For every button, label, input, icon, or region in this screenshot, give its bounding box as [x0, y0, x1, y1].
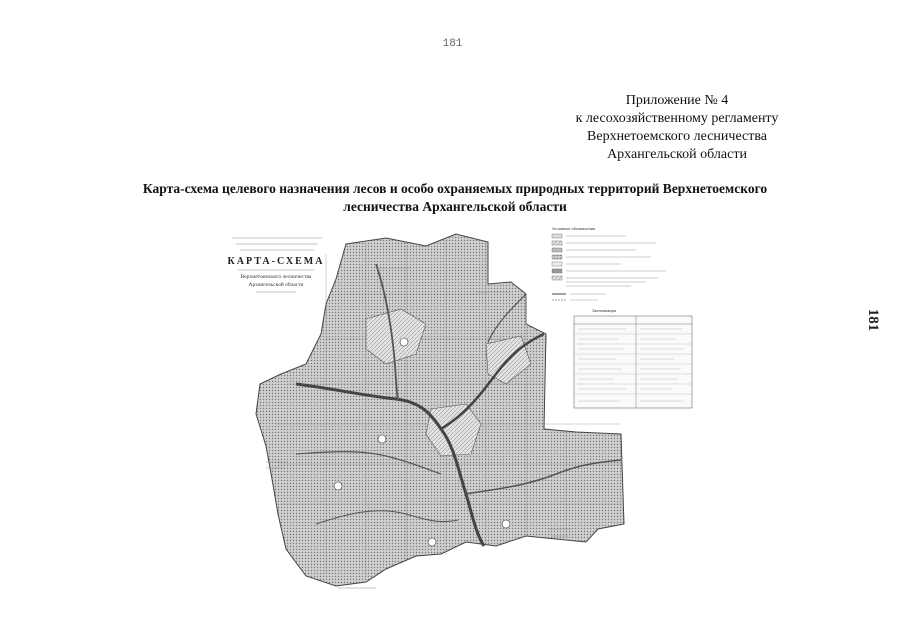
map-legend [552, 226, 666, 300]
appendix-line-4: Архангельской области [607, 147, 747, 162]
title-line-1: Карта-схема целевого назначения лесов и особо охраняемых природных территорий Верхнетоемского [142, 181, 768, 196]
appendix-line-1: Приложение № 4 [625, 93, 729, 108]
legend-title: Условные обозначения [552, 226, 596, 231]
explication-table [574, 308, 692, 408]
map-heading: КАРТА-СХЕМА [227, 256, 325, 267]
map-region: Архангельской области [248, 282, 304, 288]
title-line-2: лесничества Архангельской области [343, 199, 567, 214]
appendix-heading [547, 92, 807, 164]
appendix-line-2: к лесохозяйственному регламенту [575, 111, 779, 126]
appendix-line-3: Верхнетоемского лесничества [587, 129, 767, 144]
map-svg [226, 224, 706, 609]
forest-map [226, 224, 706, 609]
page-number-top: 181 [442, 38, 463, 50]
map-title-block [228, 238, 325, 292]
document-title [60, 180, 850, 216]
table-title: Экспликация [591, 308, 617, 313]
page-number-side: 181 [865, 308, 881, 332]
map-subheading: Верхнетоемского лесничества [240, 274, 312, 280]
